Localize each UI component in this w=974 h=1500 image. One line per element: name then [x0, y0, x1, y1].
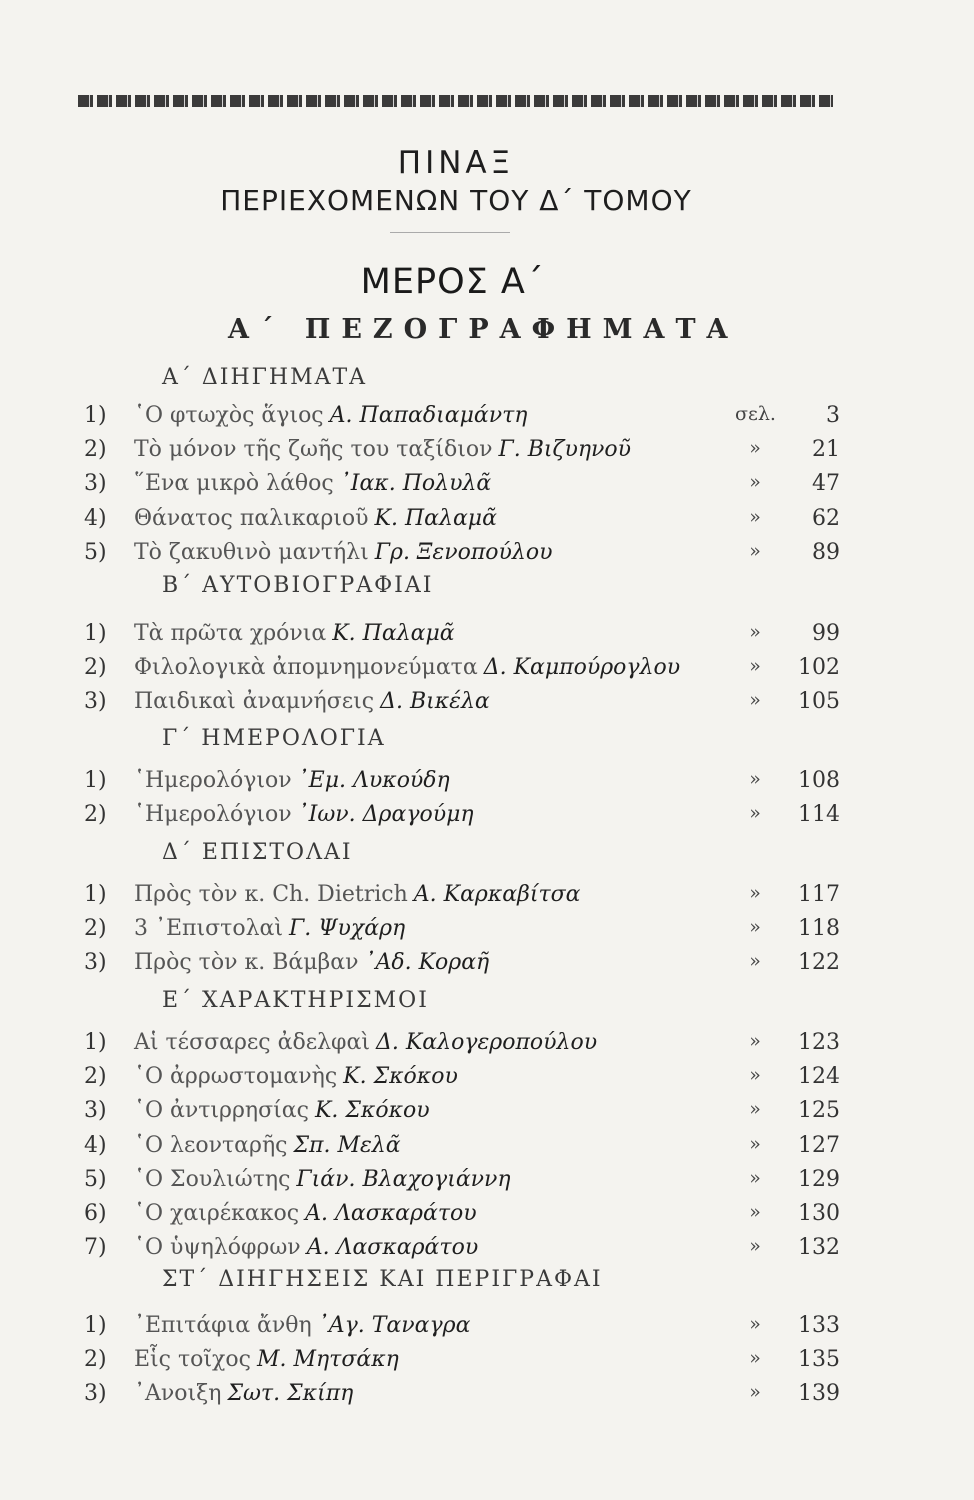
toc-entry — [0, 882, 974, 912]
entry-page-number: 118 — [798, 916, 840, 942]
entry-page-marker: » — [749, 539, 761, 562]
entry-title-group — [134, 1167, 511, 1192]
entry-number: 5) — [84, 539, 107, 565]
entry-title: Εἷς τοῖχος — [134, 1347, 251, 1373]
entry-page-marker: » — [749, 621, 761, 643]
page-title: ΠΙΝΑΞ — [397, 145, 515, 181]
entry-author: Κ. Σκόκου — [343, 1064, 458, 1090]
entry-title-group — [134, 689, 490, 714]
entry-page-marker: » — [749, 950, 761, 973]
entry-page-marker: » — [749, 1381, 761, 1404]
toc-entry — [0, 1381, 974, 1411]
entry-title: Φιλολογικὰ ἀπομνημονεύματα — [134, 655, 478, 681]
entry-author: Α. Καρκαβίτσα — [413, 882, 581, 907]
entry-author: Α. Παπαδιαμάντη — [329, 403, 528, 428]
entry-page-number: 124 — [798, 1064, 840, 1090]
entry-page-number: 132 — [798, 1235, 840, 1261]
entry-page-number: 99 — [812, 621, 840, 646]
entry-page-marker: » — [749, 916, 761, 939]
entry-title-group — [134, 802, 474, 827]
entry-author: ᾿Αγ. Ταναγρα — [317, 1313, 471, 1338]
entry-author: Κ. Παλαμᾶ — [374, 505, 497, 531]
toc-entry — [0, 1133, 974, 1163]
entry-page-number: 89 — [812, 539, 840, 565]
entry-title-group — [134, 655, 680, 680]
entry-title-group — [134, 1133, 401, 1158]
entry-page-marker: » — [749, 689, 761, 712]
entry-number: 3) — [84, 471, 107, 497]
entry-author: Σωτ. Σκίπη — [227, 1381, 354, 1407]
entry-title: ῾Ο Σουλιώτης — [134, 1166, 291, 1192]
entry-number: 1) — [84, 403, 107, 428]
entry-page-number: 135 — [798, 1347, 840, 1373]
entry-page-number: 129 — [798, 1166, 840, 1192]
entry-page-number: 114 — [798, 802, 840, 828]
entry-title-group — [134, 768, 450, 793]
entry-title: 3 ᾿Επιστολαὶ — [134, 916, 283, 942]
page-subtitle: ΠΕΡΙΕΧΟΜΕΝΩΝ ΤΟΥ Δ΄ ΤΟΜΟΥ — [220, 184, 692, 217]
entry-number: 6) — [84, 1201, 107, 1226]
section-heading: Γ΄ ΗΜΕΡΟΛΟΓΙΑ — [162, 726, 386, 751]
entry-title: ῞Ενα μικρὸ λάθος — [134, 471, 334, 497]
entry-page-marker: » — [749, 505, 761, 528]
entry-number: 2) — [84, 437, 107, 463]
section-heading: Α΄ ΔΙΗΓΗΜΑΤΑ — [162, 365, 368, 390]
entry-title: Πρὸς τὸν κ. Ch. Dietrich — [134, 882, 408, 907]
entry-number: 1) — [84, 768, 107, 793]
entry-number: 3) — [84, 950, 107, 976]
entry-number: 1) — [84, 621, 107, 646]
entry-author: Γ. Ψυχάρη — [289, 916, 406, 942]
entry-title-group — [134, 1313, 470, 1338]
toc-entry — [0, 437, 974, 467]
entry-author: Μ. Μητσάκη — [256, 1347, 399, 1373]
entry-number: 1) — [84, 1313, 107, 1338]
entry-author: Δ. Καλογεροπούλου — [375, 1030, 598, 1055]
toc-entry — [0, 950, 974, 980]
entry-number: 3) — [84, 1098, 107, 1124]
entry-number: 2) — [84, 1064, 107, 1090]
entry-page-number: 130 — [798, 1201, 840, 1226]
entry-page-marker: » — [749, 1347, 761, 1370]
entry-author: Σπ. Μελᾶ — [293, 1132, 401, 1158]
divider — [390, 232, 510, 233]
entry-title-group — [134, 403, 527, 428]
entry-number: 7) — [84, 1235, 107, 1261]
entry-author: ᾿Ιων. Δραγούμη — [297, 802, 474, 828]
entry-page-number: 139 — [798, 1381, 840, 1407]
entry-author: Α. Λασκαράτου — [306, 1235, 479, 1261]
entry-title-group — [134, 1098, 430, 1123]
entry-number: 5) — [84, 1166, 107, 1192]
entry-title: Τὸ ζακυθινὸ μαντήλι — [134, 539, 369, 565]
toc-entry — [0, 540, 974, 570]
entry-number: 2) — [84, 655, 107, 681]
entry-author: Γ. Βιζυηνοῦ — [498, 437, 632, 463]
toc-entry — [0, 1235, 974, 1265]
entry-page-marker: » — [749, 768, 761, 790]
entry-page-marker: » — [749, 1132, 761, 1155]
decorative-ornament-border — [78, 95, 833, 107]
entry-page-marker: » — [749, 1235, 761, 1258]
entry-title: Θάνατος παλικαριοῦ — [134, 505, 369, 531]
entry-title: ῾Ο ὑψηλόφρων — [134, 1235, 301, 1261]
entry-title: ῾Ημερολόγιον — [134, 802, 292, 828]
entry-title-group — [134, 1381, 353, 1406]
entry-author: Κ. Παλαμᾶ — [332, 621, 455, 646]
entry-title-group — [134, 916, 405, 941]
entry-page-number: 102 — [798, 655, 840, 681]
entry-number: 1) — [84, 1030, 107, 1055]
toc-entry — [0, 506, 974, 536]
entry-page-marker: » — [749, 1064, 761, 1087]
entry-page-marker: » — [749, 802, 761, 825]
toc-entry — [0, 1313, 974, 1343]
section-heading: ΣΤ΄ ΔΙΗΓΗΣΕΙΣ ΚΑΙ ΠΕΡΙΓΡΑΦΑΙ — [162, 1267, 603, 1292]
entry-author: Δ. Καμπούρογλου — [483, 655, 681, 681]
entry-title-group — [134, 540, 552, 565]
toc-entry — [0, 655, 974, 685]
entry-page-number: 133 — [798, 1313, 840, 1338]
entry-number: 2) — [84, 802, 107, 828]
toc-entry — [0, 916, 974, 946]
entry-page-number: 62 — [812, 505, 840, 531]
entry-page-marker: » — [749, 1166, 761, 1189]
entry-page-marker: » — [749, 655, 761, 678]
toc-entry — [0, 471, 974, 501]
entry-page-marker: » — [749, 1098, 761, 1121]
entry-author: Γιάν. Βλαχογιάννη — [296, 1166, 511, 1192]
entry-page-number: 108 — [798, 768, 840, 793]
entry-page-marker: » — [749, 1030, 761, 1052]
entry-author: Γρ. Ξενοπούλου — [374, 539, 553, 565]
entry-title: ῾Ο φτωχὸς ἅγιος — [134, 403, 324, 428]
entry-title-group — [134, 1347, 399, 1372]
entry-author: Κ. Σκόκου — [314, 1098, 430, 1124]
entry-title-group — [134, 621, 455, 646]
entry-title: Τὰ πρῶτα χρόνια — [134, 621, 327, 646]
entry-title-group — [134, 437, 631, 462]
entry-number: 1) — [84, 882, 107, 907]
entry-title: Παιδικαὶ ἀναμνήσεις — [134, 689, 375, 715]
toc-entry — [0, 689, 974, 719]
entry-page-number: 21 — [812, 437, 840, 463]
entry-title-group — [134, 506, 497, 531]
entry-title: ᾿Ανοιξη — [134, 1381, 222, 1407]
entry-title: ῾Ο λεονταρῆς — [134, 1132, 288, 1158]
entry-title-group — [134, 882, 581, 907]
entry-title: ῾Ημερολόγιον — [134, 768, 292, 793]
entry-page-number: 125 — [798, 1098, 840, 1124]
entry-title-group — [134, 1235, 478, 1260]
entry-page-marker: » — [749, 1201, 761, 1223]
entry-page-number: 127 — [798, 1132, 840, 1158]
entry-author: Δ. Βικέλα — [380, 689, 490, 715]
toc-entry — [0, 1064, 974, 1094]
toc-entry — [0, 403, 974, 433]
entry-number: 2) — [84, 916, 107, 942]
entry-number: 4) — [84, 505, 107, 531]
toc-entry — [0, 621, 974, 651]
entry-number: 2) — [84, 1347, 107, 1373]
entry-page-marker: » — [749, 1313, 761, 1335]
entry-page-number: 47 — [812, 471, 840, 497]
entry-number: 3) — [84, 1381, 107, 1407]
entry-title-group — [134, 1064, 458, 1089]
part-subtitle: Α΄ ΠΕΖΟΓΡΑΦΗΜΑΤΑ — [228, 314, 739, 345]
entry-page-number: 117 — [798, 882, 840, 907]
entry-title: ῾Ο χαιρέκακος — [134, 1201, 300, 1226]
entry-title: ῾Ο ἀρρωστομανὴς — [134, 1064, 338, 1090]
entry-title: Πρὸς τὸν κ. Βάμβαν — [134, 950, 359, 976]
entry-title-group — [134, 1201, 477, 1226]
entry-author: ᾿Ιακ. Πολυλᾶ — [339, 471, 492, 497]
part-heading: ΜΕΡΟΣ Α΄ — [360, 262, 545, 302]
entry-author: Α. Λασκαράτου — [305, 1201, 477, 1226]
entry-title: Αἱ τέσσαρες ἀδελφαὶ — [134, 1030, 370, 1055]
entry-author: ᾿Αδ. Κοραῆ — [364, 950, 490, 976]
entry-page-number: 105 — [798, 689, 840, 715]
entry-page-number: 123 — [798, 1030, 840, 1055]
section-heading: Δ΄ ΕΠΙΣΤΟΛΑΙ — [162, 840, 353, 865]
entry-page-marker: » — [749, 882, 761, 904]
entry-page-number: 122 — [798, 950, 840, 976]
entry-title-group — [134, 471, 491, 496]
toc-entry — [0, 1201, 974, 1231]
toc-entry — [0, 768, 974, 798]
entry-title: Τὸ μόνον τῆς ζωῆς του ταξίδιον — [134, 437, 493, 463]
toc-entry — [0, 1347, 974, 1377]
entry-title: ῾Ο ἀντιρρησίας — [134, 1098, 309, 1124]
entry-number: 3) — [84, 689, 107, 715]
entry-number: 4) — [84, 1132, 107, 1158]
toc-entry — [0, 1098, 974, 1128]
toc-entry — [0, 1167, 974, 1197]
toc-entry — [0, 1030, 974, 1060]
entry-page-marker: » — [749, 437, 761, 460]
entry-page-marker: σελ. — [735, 403, 776, 425]
section-heading: Β΄ ΑΥΤΟΒΙΟΓΡΑΦΙΑΙ — [162, 573, 434, 598]
entry-page-number: 3 — [826, 403, 840, 428]
section-heading: Ε΄ ΧΑΡΑΚΤΗΡΙΣΜΟΙ — [162, 988, 429, 1013]
entry-title-group — [134, 1030, 597, 1055]
entry-title-group — [134, 950, 489, 975]
entry-author: ᾿Εμ. Λυκούδη — [297, 768, 450, 793]
entry-page-marker: » — [749, 471, 761, 494]
entry-title: ᾿Επιτάφια ἄνθη — [134, 1313, 312, 1338]
toc-entry — [0, 802, 974, 832]
